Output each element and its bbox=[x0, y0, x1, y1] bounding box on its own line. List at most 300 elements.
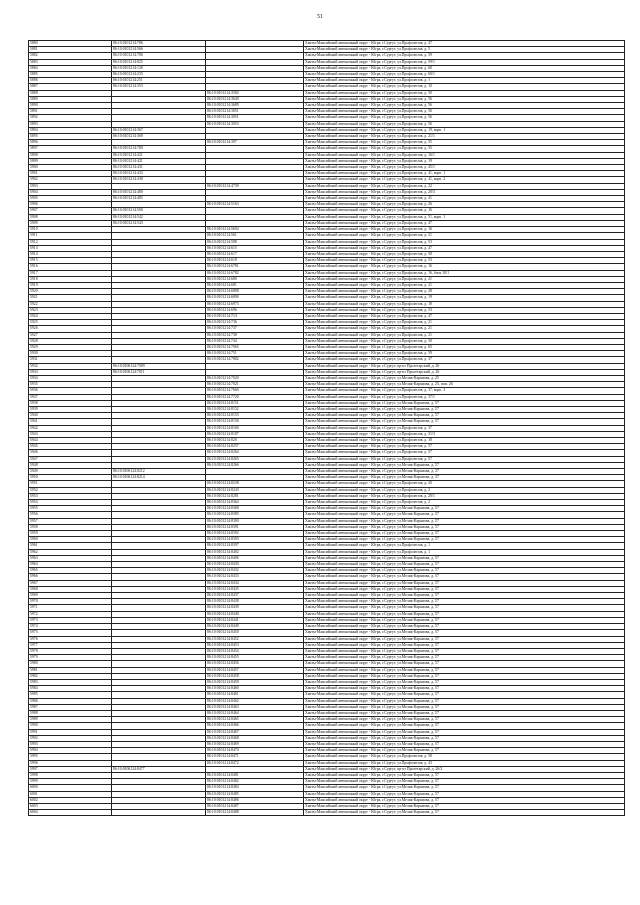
table-cell: Ханты-Мансийский автономный округ - Югра, г.Сургут, ул.Мелик-Карамова, д. 57 bbox=[304, 599, 625, 605]
table-cell: 5909 bbox=[29, 220, 112, 226]
table-cell: 86:10:0101214:3582 bbox=[206, 90, 304, 96]
table-cell: 5986 bbox=[29, 698, 112, 704]
table-cell: 86:10:0101214:561 bbox=[206, 233, 304, 239]
table-cell: Ханты-Мансийский автономный округ - Югра, г.Сургут, ул.Профсоюзов, д. 50 bbox=[304, 90, 625, 96]
table-cell: Ханты-Мансийский автономный округ - Югра, г.Сургут, ул.Профсоюзов, д. 41 bbox=[304, 196, 625, 202]
table-cell: Ханты-Мансийский автономный округ - Югра, г.Сургут, ул.Профсоюзов, д. 65 bbox=[304, 344, 625, 350]
table-cell: 86:10:0101214:8452 bbox=[206, 636, 304, 642]
table-cell: 86:10:0101214:713 bbox=[206, 313, 304, 319]
table-cell: 86:10:0101214:8390 bbox=[206, 518, 304, 524]
table-cell: 86:10:0101214:235 bbox=[112, 72, 206, 78]
table-cell: Ханты-Мансийский автономный округ - Югра, г.Сургут, ул.Мелик-Карамова, д. 57 bbox=[304, 667, 625, 673]
table-cell: 86:10:0101214:8151 bbox=[206, 400, 304, 406]
table-cell: 5935 bbox=[29, 382, 112, 388]
table-cell: Ханты-Мансийский автономный округ - Югра, г.Сургут, ул.Мелик-Карамова, д. 25, пом. 26 bbox=[304, 382, 625, 388]
table-cell: 86:10:0101214:433 bbox=[112, 171, 206, 177]
table-cell: 86:10:0101214:737 bbox=[206, 326, 304, 332]
table-cell: Ханты-Мансийский автономный округ - Югра, г.Сургут, ул.Профсоюзов, д. 10 bbox=[304, 84, 625, 90]
table-cell: 86:10:0101214:8456 bbox=[206, 661, 304, 667]
table-cell: 86:10:0101214:8406 bbox=[206, 555, 304, 561]
table-cell: 5948 bbox=[29, 462, 112, 468]
table-cell: 86:10:0101214:500 bbox=[112, 208, 206, 214]
table-cell: 5911 bbox=[29, 233, 112, 239]
table-cell: Ханты-Мансийский автономный округ - Югра, г.Сургут, ул.Профсоюзов, д. 21 bbox=[304, 276, 625, 282]
table-cell: 86:10:0101214:8462 bbox=[206, 698, 304, 704]
table-cell: 86:10:0101214:8470 bbox=[206, 748, 304, 754]
table-cell: 5933 bbox=[29, 369, 112, 375]
table-cell: Ханты-Мансийский автономный округ - Югра, г.Сургут, ул.Мелик-Карамова, д. 37 bbox=[304, 475, 625, 481]
table-cell: Ханты-Мансийский автономный округ - Югра, г.Сургут, ул.Мелик-Карамова, д. 57 bbox=[304, 729, 625, 735]
table-cell: 86:10:0101214:8281 bbox=[206, 493, 304, 499]
table-cell: Ханты-Мансийский автономный округ - Югра, г.Сургут, ул.Мелик-Карамова, д. 57 bbox=[304, 735, 625, 741]
table-cell: Ханты-Мансийский автономный округ - Югра, г.Сургут, ул.Профсоюзов, д. 1 bbox=[304, 543, 625, 549]
table-cell: Ханты-Мансийский автономный округ - Югра, г.Сургут, ул.Мелик-Карамова, д. 57 bbox=[304, 555, 625, 561]
table-cell: 5999 bbox=[29, 779, 112, 785]
table-cell: 86:10:0101214:7065 bbox=[206, 344, 304, 350]
table-cell: 86:10:0101214:8468 bbox=[206, 735, 304, 741]
table-cell: Ханты-Мансийский автономный округ - Югра, г.Сургут, ул.Профсоюзов, д. 19 bbox=[304, 158, 625, 164]
table-cell: 5955 bbox=[29, 506, 112, 512]
table-cell: 5965 bbox=[29, 568, 112, 574]
table-cell: 5950 bbox=[29, 475, 112, 481]
table-cell: 86:10:0101214:8243 bbox=[206, 487, 304, 493]
table-cell: Ханты-Мансийский автономный округ - Югра, г.Сургут, ул.Мелик-Карамова, д. 57 bbox=[304, 710, 625, 716]
table-cell: 5939 bbox=[29, 406, 112, 412]
table-cell: Ханты-Мансийский автономный округ - Югра, г.Сургут, ул.Профсоюзов, д. 18 bbox=[304, 438, 625, 444]
table-cell: 6002 bbox=[29, 797, 112, 803]
table-cell: 86:10:0101214:8364 bbox=[206, 500, 304, 506]
table-cell: 86:10:0101214:8488 bbox=[206, 810, 304, 816]
table-cell: 5884 bbox=[29, 65, 112, 71]
table-cell: 5898 bbox=[29, 152, 112, 158]
table-cell: 86:10:0106124:7009 bbox=[112, 363, 206, 369]
table-cell: 5917 bbox=[29, 270, 112, 276]
table-cell: Ханты-Мансийский автономный округ - Югра, г.Сургут, ул.Профсоюзов, д. 18 bbox=[304, 301, 625, 307]
table-cell: Ханты-Мансийский автономный округ - Югра, г.Сургут, ул.Профсоюзов, д. 37 bbox=[304, 425, 625, 431]
table-cell: 86:10:0101214:8402 bbox=[206, 549, 304, 555]
table-cell: 86:10:0101214:8457 bbox=[206, 667, 304, 673]
table-cell: 86:10:0101214:542 bbox=[112, 214, 206, 220]
table-cell: 5987 bbox=[29, 704, 112, 710]
table-cell: 5922 bbox=[29, 301, 112, 307]
table-cell: 5887 bbox=[29, 84, 112, 90]
table-cell: Ханты-Мансийский автономный округ - Югра, г.Сургут, ул.Мелик-Карамова, д. 57 bbox=[304, 741, 625, 747]
table-cell: Ханты-Мансийский автономный округ - Югра, г.Сургут, ул.Профсоюзов, д. 47 bbox=[304, 41, 625, 47]
table-cell: 5883 bbox=[29, 59, 112, 65]
table-cell: 5893 bbox=[29, 121, 112, 127]
table-cell: Ханты-Мансийский автономный округ - Югра, г.Сургут, ул.Мелик-Карамова, д. 57 bbox=[304, 655, 625, 661]
table-cell: Ханты-Мансийский автономный округ - Югра, г.Сургут, ул.Профсоюзов, д. 56 bbox=[304, 96, 625, 102]
table-cell: 86:10:0101214:421 bbox=[112, 152, 206, 158]
table-cell: 5919 bbox=[29, 282, 112, 288]
table-cell: 86:10:0101214:566 bbox=[112, 47, 206, 53]
table-cell: 5962 bbox=[29, 549, 112, 555]
table-cell: 86:10:0101214:8265 bbox=[206, 456, 304, 462]
table-cell: 86:10:0101214:353 bbox=[112, 84, 206, 90]
table-cell: 86:10:0101214:8391 bbox=[206, 524, 304, 530]
table-cell: Ханты-Мансийский автономный округ - Югра, г.Сургут, ул.Профсоюзов, д. 16 bbox=[304, 264, 625, 270]
table-cell: 5921 bbox=[29, 295, 112, 301]
table-cell: 5958 bbox=[29, 524, 112, 530]
table-cell: 86:10:0101214:3649 bbox=[206, 96, 304, 102]
table-cell: 86:10:0101214:617 bbox=[206, 251, 304, 257]
table-cell: 5977 bbox=[29, 642, 112, 648]
table-cell: 5942 bbox=[29, 425, 112, 431]
table-cell: Ханты-Мансийский автономный округ - Югра, г.Сургут, пр-кт Пролетарский, д. 26 bbox=[304, 363, 625, 369]
table-cell: 5912 bbox=[29, 239, 112, 245]
table-cell: 86:10:0101214:8449 bbox=[206, 624, 304, 630]
table-cell: 5982 bbox=[29, 673, 112, 679]
table-cell: 86:10:0101214:8392 bbox=[206, 531, 304, 537]
table-cell: 5961 bbox=[29, 543, 112, 549]
table-cell: 5947 bbox=[29, 456, 112, 462]
table-cell: 86:10:0101214:4739 bbox=[206, 183, 304, 189]
table-cell: 5882 bbox=[29, 53, 112, 59]
table-cell: 5974 bbox=[29, 624, 112, 630]
table-cell: 5905 bbox=[29, 196, 112, 202]
table-cell: 5979 bbox=[29, 655, 112, 661]
table-cell: Ханты-Мансийский автономный округ - Югра, г.Сургут, ул.Профсоюзов, д. 16, блок 10/1 bbox=[304, 270, 625, 276]
table-cell: Ханты-Мансийский автономный округ - Югра, г.Сургут, ул.Профсоюзов, д. 57 bbox=[304, 450, 625, 456]
table-cell: Ханты-Мансийский автономный округ - Югра, г.Сургут, ул.Профсоюзов, д. 47 bbox=[304, 313, 625, 319]
table-cell: Ханты-Мансийский автономный округ - Югра, г.Сургут, ул.Мелик-Карамова, д. 57 bbox=[304, 617, 625, 623]
table-cell: Ханты-Мансийский автономный округ - Югра, г.Сургут, ул.Профсоюзов, д. 58 bbox=[304, 251, 625, 257]
table-cell: 5949 bbox=[29, 469, 112, 475]
table-cell: 5996 bbox=[29, 760, 112, 766]
table-cell: 86:10:0101214:6888 bbox=[206, 289, 304, 295]
table-cell: 5994 bbox=[29, 748, 112, 754]
table-cell: Ханты-Мансийский автономный округ - Югра, г.Сургут, ул.Профсоюзов, д. 20/3 bbox=[304, 189, 625, 195]
table-cell: 5895 bbox=[29, 134, 112, 140]
table-cell: 86:10:0101214:367 bbox=[112, 127, 206, 133]
table-cell: Ханты-Мансийский автономный округ - Югра, г.Сургут, ул.Мелик-Карамова, д. 57 bbox=[304, 661, 625, 667]
table-cell: 86:10:0101214:8469 bbox=[206, 741, 304, 747]
table-cell: Ханты-Мансийский автономный округ - Югра, г.Сургут, ул.Мелик-Карамова, д. 57 bbox=[304, 648, 625, 654]
table-cell: 86:10:0101214:8152 bbox=[206, 406, 304, 412]
table-cell: 5937 bbox=[29, 394, 112, 400]
table-cell: Ханты-Мансийский автономный округ - Югра, г.Сургут, ул.Профсоюзов, д. 56 bbox=[304, 103, 625, 109]
table-cell: Ханты-Мансийский автономный округ - Югра, г.Сургут, ул.Профсоюзов, д. 56 bbox=[304, 115, 625, 121]
table-cell: 5971 bbox=[29, 605, 112, 611]
table-cell: 86:10:0101214:7882 bbox=[206, 357, 304, 363]
table-cell: 86:10:0101214:8458 bbox=[206, 673, 304, 679]
table-cell: 86:10:0101214:3689 bbox=[206, 103, 304, 109]
table-cell: 5983 bbox=[29, 679, 112, 685]
table-cell: 5934 bbox=[29, 375, 112, 381]
table-cell: 5960 bbox=[29, 537, 112, 543]
table-cell: 5901 bbox=[29, 171, 112, 177]
table-cell: 86:10:0101214:5163 bbox=[206, 202, 304, 208]
table-cell: 86:10:0101214:825 bbox=[112, 59, 206, 65]
table-cell: 86:10:0101214:485 bbox=[112, 196, 206, 202]
table-cell: 5970 bbox=[29, 599, 112, 605]
table-cell: Ханты-Мансийский автономный округ - Югра, г.Сургут, ул.Мелик-Карамова, д. 57 bbox=[304, 772, 625, 778]
table-cell: 5954 bbox=[29, 500, 112, 506]
registry-body bbox=[29, 41, 625, 816]
table-cell: Ханты-Мансийский автономный округ - Югра, г.Сургут, ул.Мелик-Карамова, д. 57 bbox=[304, 512, 625, 518]
table-cell: 86:10:0101214:744 bbox=[206, 338, 304, 344]
table-cell: 86:10:0101214:3053 bbox=[206, 121, 304, 127]
table-cell: Ханты-Мансийский автономный округ - Югра, г.Сургут, ул.Профсоюзов, д. 19, корп. 1 bbox=[304, 127, 625, 133]
table-cell bbox=[112, 810, 206, 816]
table-cell: 86:10:0101214:8454 bbox=[206, 648, 304, 654]
table-cell: 86:10:0101214:588 bbox=[206, 239, 304, 245]
table-cell: Ханты-Мансийский автономный округ - Югра, г.Сургут, ул.Мелик-Карамова, д. 57 bbox=[304, 518, 625, 524]
table-cell: 5915 bbox=[29, 258, 112, 264]
table-cell: Ханты-Мансийский автономный округ - Югра, г.Сургут, ул.Профсоюзов, д. 21 bbox=[304, 332, 625, 338]
table-cell: 5936 bbox=[29, 388, 112, 394]
table-cell: 5992 bbox=[29, 735, 112, 741]
table-cell: 5906 bbox=[29, 202, 112, 208]
table-cell: Ханты-Мансийский автономный округ - Югра, г.Сургут, ул.Мелик-Карамова, д. 57 bbox=[304, 723, 625, 729]
table-cell: Ханты-Мансийский автономный округ - Югра, г.Сургут, ул.Мелик-Карамова, д. 57 bbox=[304, 593, 625, 599]
table-cell: Ханты-Мансийский автономный округ - Югра, г.Сургут, ул.Профсоюзов, д. 2 bbox=[304, 500, 625, 506]
table-cell: Ханты-Мансийский автономный округ - Югра, г.Сургут, ул.Мелик-Карамова, д. 57 bbox=[304, 524, 625, 530]
table-cell: 5918 bbox=[29, 276, 112, 282]
table-cell: 86:10:0101214:786 bbox=[112, 53, 206, 59]
table-cell: 86:10:0101214:7021 bbox=[206, 382, 304, 388]
table-cell: 86:10:0101214:3051 bbox=[206, 109, 304, 115]
table-cell: 86:10:0101214:8482 bbox=[206, 779, 304, 785]
table-cell: Ханты-Мансийский автономный округ - Югра, г.Сургут, ул.Профсоюзов, д. 45/1 bbox=[304, 165, 625, 171]
table-cell: 5972 bbox=[29, 611, 112, 617]
table-cell: Ханты-Мансийский автономный округ - Югра, г.Сургут, ул.Мелик-Карамова, д. 57 bbox=[304, 679, 625, 685]
table-cell: 5928 bbox=[29, 338, 112, 344]
table-cell: Ханты-Мансийский автономный округ - Югра, г.Сургут, ул.Мелик-Карамова, д. 57 bbox=[304, 611, 625, 617]
table-cell: Ханты-Мансийский автономный округ - Югра, г.Сургут, пр-кт Пролетарский, д. 26/2 bbox=[304, 766, 625, 772]
table-cell: 5913 bbox=[29, 245, 112, 251]
table-cell: Ханты-Мансийский автономный округ - Югра, г.Сургут, ул.Мелик-Карамова, д. 57 bbox=[304, 413, 625, 419]
table-cell: 86:10:0101214:8481 bbox=[206, 772, 304, 778]
table-cell: 5903 bbox=[29, 183, 112, 189]
table-cell: 86:10:0101214:8485 bbox=[206, 791, 304, 797]
table-cell: 5885 bbox=[29, 72, 112, 78]
table-cell: 5978 bbox=[29, 648, 112, 654]
table-cell: 86:10:0101214:8484 bbox=[206, 785, 304, 791]
table-cell: Ханты-Мансийский автономный округ - Югра, г.Сургут, ул.Мелик-Карамова, д. 57 bbox=[304, 692, 625, 698]
table-cell: 86:10:0106124:8214 bbox=[112, 475, 206, 481]
table-cell: Ханты-Мансийский автономный округ - Югра, г.Сургут, ул.Профсоюзов, д. 37 bbox=[304, 357, 625, 363]
table-cell: 5944 bbox=[29, 438, 112, 444]
table-cell: 5963 bbox=[29, 555, 112, 561]
table-cell: 86:10:0101214:8437 bbox=[206, 593, 304, 599]
table-cell: 86:10:0101214:751 bbox=[206, 351, 304, 357]
table-cell: Ханты-Мансийский автономный округ - Югра, г.Сургут, ул.Мелик-Карамова, д. 57 bbox=[304, 400, 625, 406]
table-cell: 86:10:0101214:438 bbox=[112, 177, 206, 183]
table-cell: Ханты-Мансийский автономный округ - Югра, г.Сургут, ул.Профсоюзов, д. 1 bbox=[304, 78, 625, 84]
table-cell: 5929 bbox=[29, 344, 112, 350]
table-cell: Ханты-Мансийский автономный округ - Югра, г.Сургут, ул.Профсоюзов, д. 22 bbox=[304, 183, 625, 189]
table-cell: Ханты-Мансийский автономный округ - Югра, г.Сургут, ул.Профсоюзов, д. 16 bbox=[304, 227, 625, 233]
table-cell: Ханты-Мансийский автономный округ - Югра, г.Сургут, ул.Профсоюзов, д. 53 bbox=[304, 307, 625, 313]
table-cell: Ханты-Мансийский автономный округ - Югра, г.Сургут, ул.Мелик-Карамова, д. 57 bbox=[304, 698, 625, 704]
table-cell: Ханты-Мансийский автономный округ - Югра, г.Сургут, ул.Мелик-Карамова, д. 57 bbox=[304, 574, 625, 580]
table-cell: 86:10:0101214:738 bbox=[206, 332, 304, 338]
table-cell: Ханты-Мансийский автономный округ - Югра, г.Сургут, ул.Мелик-Карамова, д. 57 bbox=[304, 624, 625, 630]
table-cell: Ханты-Мансийский автономный округ - Югра, г.Сургут, ул.Мелик-Карамова, д. 57 bbox=[304, 506, 625, 512]
table-cell: 86:10:0101214:8463 bbox=[206, 704, 304, 710]
table-cell: 86:10:0101214:8435 bbox=[206, 586, 304, 592]
table-cell: 86:10:0101214:3051 bbox=[206, 115, 304, 121]
table-cell: Ханты-Мансийский автономный округ - Югра, г.Сургут, ул.Профсоюзов, д. 56 bbox=[304, 121, 625, 127]
table-cell: 5924 bbox=[29, 313, 112, 319]
table-cell: 86:10:0101214:8440 bbox=[206, 611, 304, 617]
table-cell: 5975 bbox=[29, 630, 112, 636]
table-cell: Ханты-Мансийский автономный округ - Югра, г.Сургут, ул.Мелик-Карамова, д. 25 bbox=[304, 375, 625, 381]
table-cell: Ханты-Мансийский автономный округ - Югра, г.Сургут, ул.Профсоюзов, д. 16/1 bbox=[304, 152, 625, 158]
table-cell: 5998 bbox=[29, 772, 112, 778]
table-cell: Ханты-Мансийский автономный округ - Югра, г.Сургут, ул.Мелик-Карамова, д. 57 bbox=[304, 785, 625, 791]
table-cell: 86:10:0101214:8264 bbox=[206, 450, 304, 456]
table-cell: Ханты-Мансийский автономный округ - Югра, г.Сургут, ул.Профсоюзов, д. 26 bbox=[304, 202, 625, 208]
table-cell: 86:10:0101214:8257 bbox=[206, 444, 304, 450]
table-cell: Ханты-Мансийский автономный округ - Югра, г.Сургут, ул.Профсоюзов, д. 21 bbox=[304, 282, 625, 288]
table-cell: 86:10:0101214:8461 bbox=[206, 692, 304, 698]
table-cell: 86:10:0101214:8450 bbox=[206, 630, 304, 636]
table-cell: 5896 bbox=[29, 140, 112, 146]
table-cell: Ханты-Мансийский автономный округ - Югра, г.Сургут, ул.Профсоюзов, д. 21 bbox=[304, 233, 625, 239]
table-cell: 86:10:0101214:8455 bbox=[206, 655, 304, 661]
table-cell: 86:10:0106124:8477 bbox=[112, 766, 206, 772]
table-cell: Ханты-Мансийский автономный округ - Югра, г.Сургут, ул.Профсоюзов, д. 31/3 bbox=[304, 431, 625, 437]
table-cell: 86:10:0101214:736 bbox=[206, 320, 304, 326]
table-cell: 86:10:0101214:543 bbox=[112, 220, 206, 226]
table-cell: 86:10:0101214:397 bbox=[206, 140, 304, 146]
table-cell: 86:10:0101214:5604 bbox=[206, 227, 304, 233]
table-cell: 86:10:0101214:680 bbox=[206, 276, 304, 282]
table-cell: Ханты-Мансийский автономный округ - Югра, г.Сургут, ул.Мелик-Карамова, д. 57 bbox=[304, 673, 625, 679]
table-cell: Ханты-Мансийский автономный округ - Югра, г.Сургут, ул.Мелик-Карамова, д. 57 bbox=[304, 717, 625, 723]
table-cell: 5894 bbox=[29, 127, 112, 133]
table-cell: 5991 bbox=[29, 729, 112, 735]
table-cell: 86:10:0101214:8441 bbox=[206, 617, 304, 623]
table-cell: 86:10:0101214:7720 bbox=[206, 394, 304, 400]
table-cell: Ханты-Мансийский автономный округ - Югра, г.Сургут, ул.Профсоюзов, д. 59 bbox=[304, 351, 625, 357]
table-cell: Ханты-Мансийский автономный округ - Югра, г.Сургут, ул.Мелик-Карамова, д. 57 bbox=[304, 636, 625, 642]
table-cell: 86:10:0101214:618 bbox=[206, 258, 304, 264]
table-cell: 5938 bbox=[29, 400, 112, 406]
table-cell: 5899 bbox=[29, 158, 112, 164]
table-cell: 86:10:0101214:6782 bbox=[206, 270, 304, 276]
table-cell: 5930 bbox=[29, 351, 112, 357]
table-cell: 5969 bbox=[29, 593, 112, 599]
table-cell: Ханты-Мансийский автономный округ - Югра, г.Сургут, ул.Профсоюзов, д. 20/1 bbox=[304, 493, 625, 499]
table-cell: 5920 bbox=[29, 289, 112, 295]
page-number: 51 bbox=[317, 14, 323, 20]
table-cell: Ханты-Мансийский автономный округ - Югра, г.Сургут, ул.Профсоюзов, д. 57 bbox=[304, 456, 625, 462]
table-cell: Ханты-Мансийский автономный округ - Югра, г.Сургут, ул.Профсоюзов, д. 16 bbox=[304, 208, 625, 214]
table-cell: 6001 bbox=[29, 791, 112, 797]
table-cell: Ханты-Мансийский автономный округ - Югра, г.Сургут, ул.Профсоюзов, д. 35 bbox=[304, 146, 625, 152]
table-cell: 86:10:0101214:8487 bbox=[206, 803, 304, 809]
table-cell: 86:10:0101214:8433 bbox=[206, 574, 304, 580]
table-cell: 86:10:0101214:8438 bbox=[206, 599, 304, 605]
table-cell: 86:10:0101214:421 bbox=[112, 158, 206, 164]
table-cell: 86:10:0101214:251 bbox=[112, 78, 206, 84]
table-cell: Ханты-Мансийский автономный округ - Югра, г.Сургут, ул.Мелик-Карамова, д. 57 bbox=[304, 586, 625, 592]
table-cell: 86:10:0101214:8385 bbox=[206, 512, 304, 518]
table-cell: 5902 bbox=[29, 177, 112, 183]
table-cell: 5968 bbox=[29, 586, 112, 592]
table-cell: 86:10:0106124:8212 bbox=[112, 469, 206, 475]
table-cell: 5880 bbox=[29, 41, 112, 47]
table-cell: 5985 bbox=[29, 692, 112, 698]
table-cell: 86:10:0101214:8459 bbox=[206, 679, 304, 685]
table-cell: Ханты-Мансийский автономный округ - Югра, г.Сургут, ул.Мелик-Карамова, д. 57 bbox=[304, 797, 625, 803]
table-cell: 5995 bbox=[29, 754, 112, 760]
table-cell: 86:10:0101214:8430 bbox=[206, 562, 304, 568]
table-cell: 86:10:0101214:8434 bbox=[206, 580, 304, 586]
table-cell: 5926 bbox=[29, 326, 112, 332]
table-cell: 86:10:0101214:8465 bbox=[206, 717, 304, 723]
table-cell: 5891 bbox=[29, 109, 112, 115]
table-cell: Ханты-Мансийский автономный округ - Югра, г.Сургут, ул.Профсоюзов, д. 55 bbox=[304, 140, 625, 146]
table-cell: 86:10:0101214:8466 bbox=[206, 723, 304, 729]
table-cell: 86:10:0101214:8397 bbox=[206, 543, 304, 549]
table-cell: 5923 bbox=[29, 307, 112, 313]
table-cell: Ханты-Мансийский автономный округ - Югра, г.Сургут, ул.Профсоюзов, д. 5 bbox=[304, 47, 625, 53]
table-cell: 86:10:0106124:7011 bbox=[112, 369, 206, 375]
table-cell: Ханты-Мансийский автономный округ - Югра, г.Сургут, ул.Мелик-Карамова, д. 57 bbox=[304, 630, 625, 636]
table-cell: Ханты-Мансийский автономный округ - Югра, г.Сургут, ул.Мелик-Карамова, д. 57 bbox=[304, 704, 625, 710]
table-cell: 86:10:0101214:480 bbox=[112, 189, 206, 195]
table-cell: 5951 bbox=[29, 481, 112, 487]
table-cell: Ханты-Мансийский автономный округ - Югра, г.Сургут, ул.Профсоюзов, д. 56 bbox=[304, 109, 625, 115]
table-cell: 5967 bbox=[29, 580, 112, 586]
table-cell: 86:10:0101214:7020 bbox=[206, 375, 304, 381]
table-cell: 86:10:0101214:6973 bbox=[206, 301, 304, 307]
table-cell: Ханты-Мансийский автономный округ - Югра, г.Сургут, ул.Мелик-Карамова, д. 57 bbox=[304, 562, 625, 568]
table-cell: 86:10:0101214:6781 bbox=[206, 264, 304, 270]
table-cell: Ханты-Мансийский автономный округ - Югра, г.Сургут, ул.Профсоюзов, д. 57 bbox=[304, 444, 625, 450]
registry-table bbox=[28, 40, 625, 816]
table-cell: 86:10:0101214:8266 bbox=[206, 462, 304, 468]
table-cell: 5997 bbox=[29, 766, 112, 772]
table-cell: 86:10:0101214:8453 bbox=[206, 642, 304, 648]
table-cell: Ханты-Мансийский автономный округ - Югра, г.Сургут, ул.Мелик-Карамова, д. 57 bbox=[304, 779, 625, 785]
table-cell: 86:10:0101214:696 bbox=[206, 307, 304, 313]
table-cell: Ханты-Мансийский автономный округ - Югра, г.Сургут, ул.Мелик-Карамова, д. 57 bbox=[304, 531, 625, 537]
table-cell: Ханты-Мансийский автономный округ - Югра, г.Сургут, ул.Профсоюзов, д. 2 bbox=[304, 487, 625, 493]
table-cell: 86:10:0101214:6890 bbox=[206, 295, 304, 301]
table-cell: 5988 bbox=[29, 710, 112, 716]
table-cell: 86:10:0101214:7660 bbox=[206, 388, 304, 394]
table-cell: Ханты-Мансийский автономный округ - Югра, г.Сургут, ул.Мелик-Карамова, д. 57 bbox=[304, 537, 625, 543]
table-cell: 5900 bbox=[29, 165, 112, 171]
table-cell: Ханты-Мансийский автономный округ - Югра, г.Сургут, ул.Профсоюзов, д. 53 bbox=[304, 258, 625, 264]
table-cell: 86:10:0101214:8432 bbox=[206, 568, 304, 574]
table-cell: 86:10:0101214:8439 bbox=[206, 605, 304, 611]
table-cell: 86:10:0101214:615 bbox=[206, 245, 304, 251]
table-cell: Ханты-Мансийский автономный округ - Югра, г.Сургут, ул.Профсоюзов, д. 37, корп. 2 bbox=[304, 388, 625, 394]
table-cell: 86:10:0101214:126 bbox=[112, 65, 206, 71]
table-cell: 6004 bbox=[29, 810, 112, 816]
table-cell: 5897 bbox=[29, 146, 112, 152]
table-cell: Ханты-Мансийский автономный округ - Югра, г.Сургут, ул.Профсоюзов, д. 41, корп. 1 bbox=[304, 171, 625, 177]
table-cell: 86:10:0101214:8460 bbox=[206, 686, 304, 692]
table-cell: 5973 bbox=[29, 617, 112, 623]
table-cell: 86:10:0101214:368 bbox=[112, 134, 206, 140]
table-cell: 86:10:0101214:8464 bbox=[206, 710, 304, 716]
table-cell: 86:10:0101214:8486 bbox=[206, 797, 304, 803]
table-cell: 86:10:0101214:786 bbox=[112, 41, 206, 47]
table-cell: 5990 bbox=[29, 723, 112, 729]
table-cell: Ханты-Мансийский автономный округ - Югра, г.Сургут, ул.Мелик-Карамова, д. 57 bbox=[304, 419, 625, 425]
table-cell: 5886 bbox=[29, 78, 112, 84]
table-row bbox=[29, 810, 625, 816]
table-cell: Ханты-Мансийский автономный округ - Югра, г.Сургут, ул.Мелик-Карамова, д. 57 bbox=[304, 580, 625, 586]
table-cell: Ханты-Мансийский автономный округ - Югра, г.Сургут, ул.Профсоюзов, д. 28 bbox=[304, 289, 625, 295]
